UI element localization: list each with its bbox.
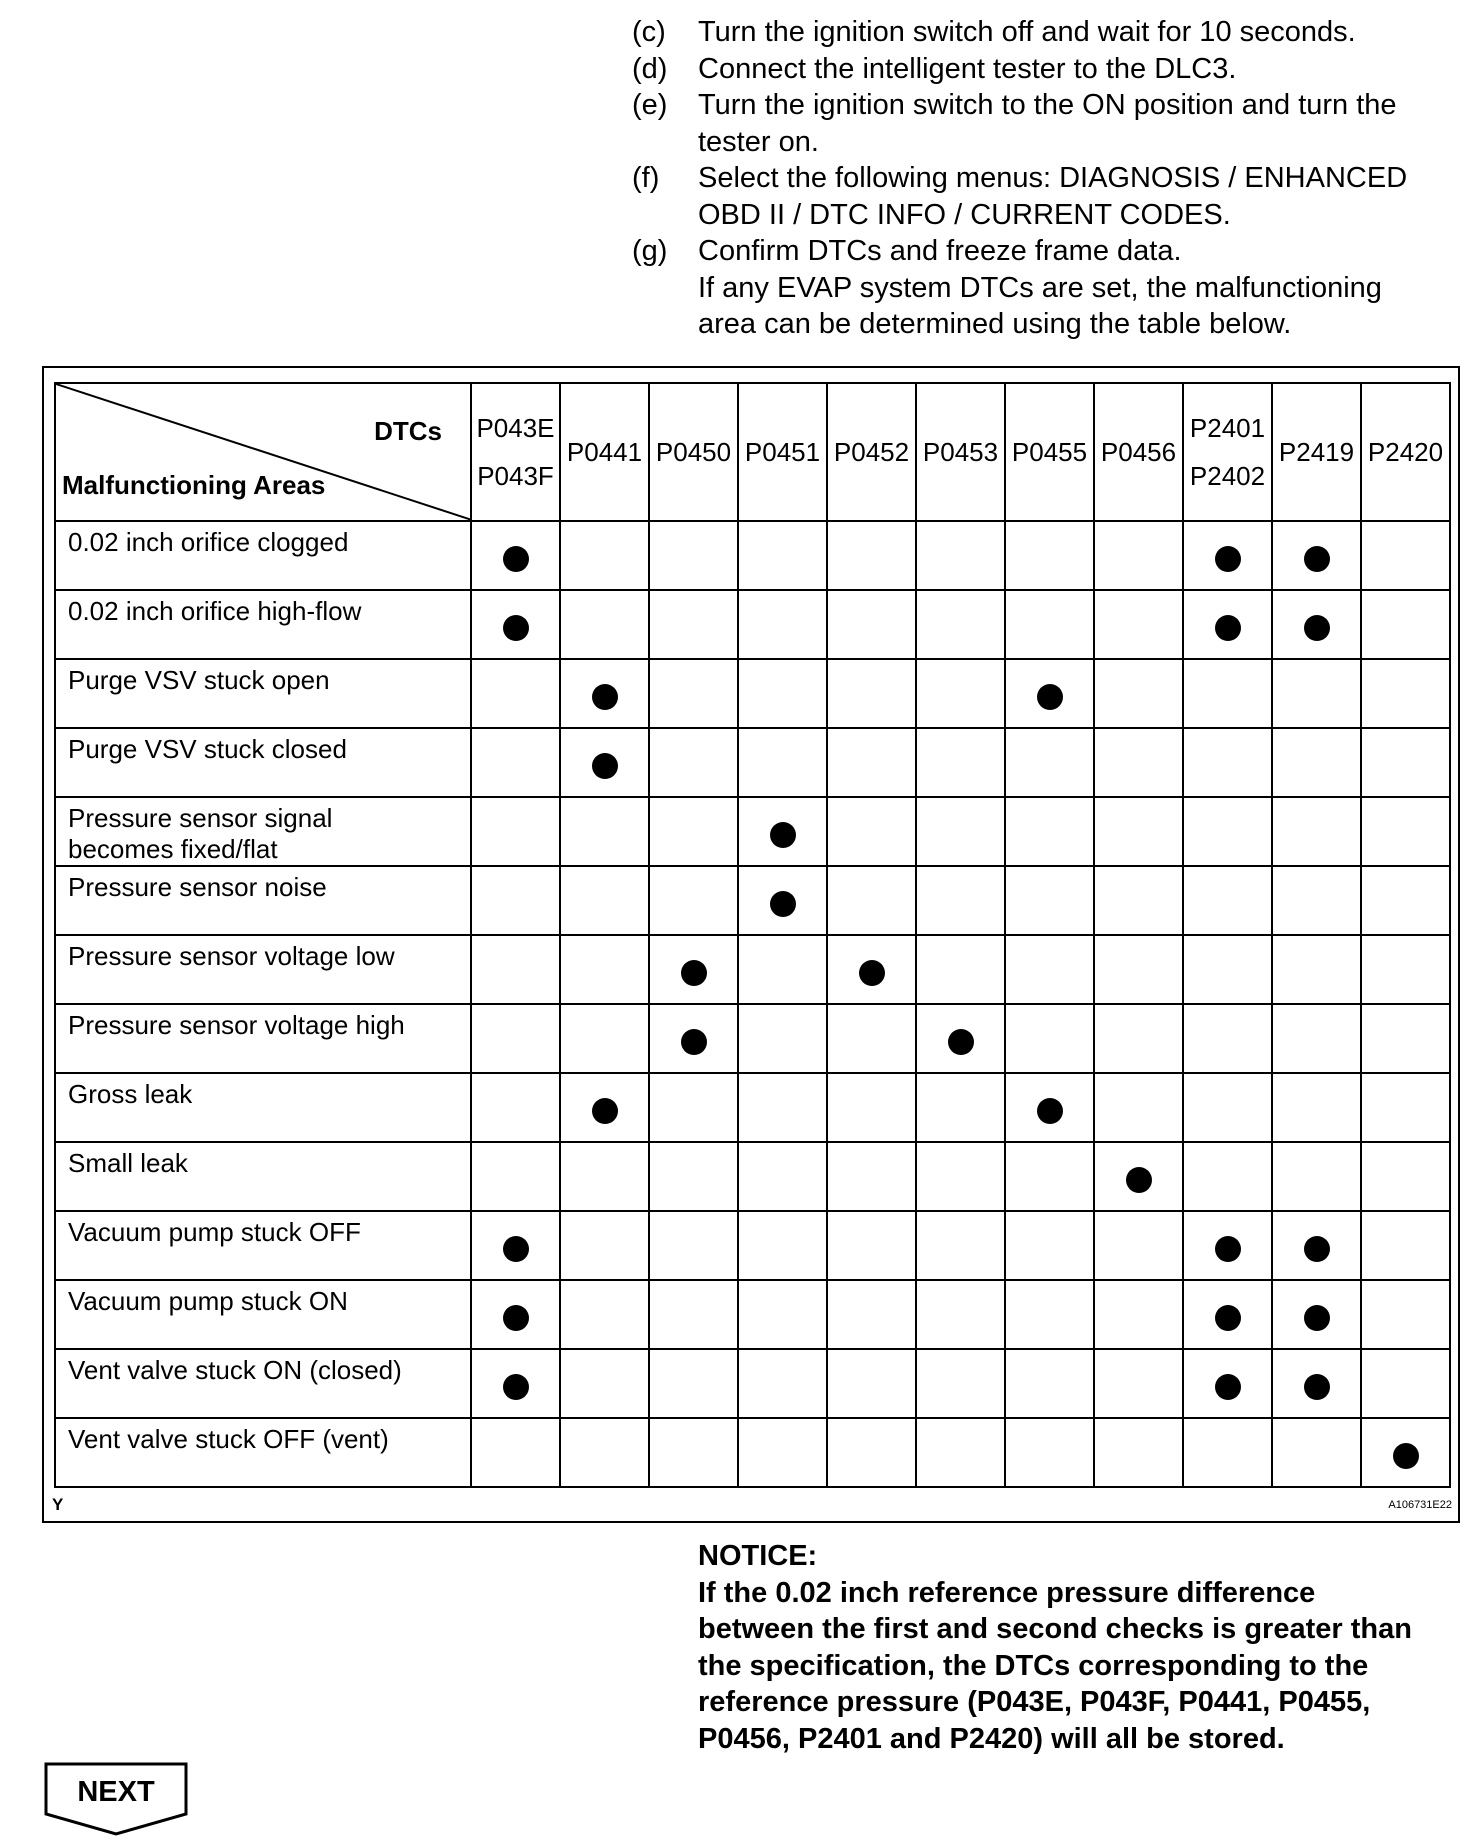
- dtc-mark-cell: [827, 1418, 916, 1487]
- dtc-mark-cell: [1094, 659, 1183, 728]
- table-row: [55, 1418, 1450, 1487]
- dtc-mark-cell: [649, 866, 738, 935]
- procedure-step: [632, 87, 1452, 160]
- filled-dot-icon: [1215, 615, 1241, 641]
- dtc-mark-cell: [1272, 1280, 1361, 1349]
- dtc-mark-cell: [1005, 659, 1094, 728]
- filled-dot-icon: [1215, 546, 1241, 572]
- dtc-mark-cell: [916, 659, 1005, 728]
- dtc-table: [54, 382, 1451, 1488]
- dtc-mark-cell: [649, 797, 738, 866]
- dtc-mark-cell: [738, 1211, 827, 1280]
- table-row: [55, 590, 1450, 659]
- dtc-mark-cell: [1183, 1004, 1272, 1073]
- malfunction-area-cell: [55, 866, 471, 935]
- dtc-mark-cell: [1361, 1073, 1450, 1142]
- dtc-mark-cell: [1361, 797, 1450, 866]
- dtc-mark-cell: [560, 590, 649, 659]
- dtc-code: P0452: [833, 437, 910, 467]
- dtc-mark-cell: [827, 797, 916, 866]
- dtc-mark-cell: [649, 1004, 738, 1073]
- malfunction-area-cell: [55, 1349, 471, 1418]
- dtc-mark-cell: [1272, 1142, 1361, 1211]
- dtc-mark-cell: [827, 521, 916, 590]
- dtc-mark-cell: [471, 1418, 560, 1487]
- filled-dot-icon: [1304, 1236, 1330, 1262]
- step-letter: (e): [632, 89, 668, 121]
- procedure-step: [632, 233, 1452, 343]
- dtc-mark-cell: [1361, 1280, 1450, 1349]
- dtc-mark-cell: [1005, 728, 1094, 797]
- dtc-mark-cell: [738, 1349, 827, 1418]
- step-letter: (g): [632, 235, 668, 267]
- procedure-step: [632, 51, 1452, 88]
- notice-block: [698, 1538, 1458, 1757]
- dtc-mark-cell: [1183, 521, 1272, 590]
- dtc-mark-cell: [1361, 728, 1450, 797]
- malfunction-area-cell: [55, 1418, 471, 1487]
- dtc-code: P043F: [477, 461, 554, 491]
- dtc-mark-cell: [1005, 866, 1094, 935]
- table-row: [55, 1349, 1450, 1418]
- dtc-mark-cell: [1005, 1073, 1094, 1142]
- dtc-mark-cell: [738, 590, 827, 659]
- table-row: [55, 1142, 1450, 1211]
- dtc-mark-cell: [1183, 1280, 1272, 1349]
- dtc-mark-cell: [1094, 728, 1183, 797]
- notice-line: reference pressure (P043E, P043F, P0441, P0455,: [698, 1686, 1371, 1718]
- dtc-code: P2401: [1189, 413, 1266, 443]
- malfunction-area-label: Vent valve stuck OFF (vent): [68, 1424, 389, 1454]
- dtc-mark-cell: [827, 935, 916, 1004]
- filled-dot-icon: [681, 1029, 707, 1055]
- dtc-mark-cell: [1005, 1004, 1094, 1073]
- table-row: [55, 1004, 1450, 1073]
- procedure-step: [632, 14, 1452, 51]
- malfunction-area-cell: [55, 1211, 471, 1280]
- malfunction-area-label: Purge VSV stuck open: [68, 665, 330, 695]
- dtc-mark-cell: [1183, 590, 1272, 659]
- dtc-mark-cell: [1361, 1349, 1450, 1418]
- malfunction-area-cell: [55, 935, 471, 1004]
- dtc-mark-cell: [916, 1418, 1005, 1487]
- notice-line: between the first and second checks is greater than: [698, 1613, 1412, 1645]
- dtc-mark-cell: [827, 1142, 916, 1211]
- malfunction-area-cell: [55, 1073, 471, 1142]
- figure-letter: Y: [52, 1495, 64, 1514]
- filled-dot-icon: [948, 1029, 974, 1055]
- dtc-mark-cell: [471, 659, 560, 728]
- dtc-mark-cell: [1272, 866, 1361, 935]
- dtc-mark-cell: [1361, 1418, 1450, 1487]
- dtc-mark-cell: [827, 1004, 916, 1073]
- malfunction-area-label: 0.02 inch orifice high-flow: [68, 596, 362, 626]
- table-row: [55, 728, 1450, 797]
- dtc-mark-cell: [1361, 590, 1450, 659]
- dtc-mark-cell: [738, 797, 827, 866]
- malfunction-area-cell: [55, 1142, 471, 1211]
- filled-dot-icon: [1126, 1167, 1152, 1193]
- filled-dot-icon: [503, 1374, 529, 1400]
- dtc-mark-cell: [1094, 1142, 1183, 1211]
- dtc-column-header: [1094, 383, 1183, 521]
- dtc-column-header: [1272, 383, 1361, 521]
- dtc-mark-cell: [1183, 1073, 1272, 1142]
- filled-dot-icon: [681, 960, 707, 986]
- dtc-mark-cell: [649, 1280, 738, 1349]
- malfunction-area-cell: [55, 590, 471, 659]
- dtcs-header-label: DTCs: [374, 416, 442, 446]
- filled-dot-icon: [1215, 1305, 1241, 1331]
- step-text-line: Select the following menus: DIAGNOSIS / ENHANCED: [698, 162, 1408, 194]
- filled-dot-icon: [1037, 684, 1063, 710]
- dtc-mark-cell: [560, 935, 649, 1004]
- dtc-code: P0441: [566, 437, 643, 467]
- dtc-mark-cell: [471, 1142, 560, 1211]
- malfunction-area-label: 0.02 inch orifice clogged: [68, 527, 349, 557]
- dtc-code: P0450: [655, 437, 732, 467]
- dtc-mark-cell: [649, 1073, 738, 1142]
- dtc-mark-cell: [1005, 797, 1094, 866]
- dtc-code: P0453: [922, 437, 999, 467]
- filled-dot-icon: [770, 891, 796, 917]
- dtc-mark-cell: [560, 797, 649, 866]
- dtc-mark-cell: [1272, 1418, 1361, 1487]
- dtc-column-header: [738, 383, 827, 521]
- dtc-mark-cell: [649, 1418, 738, 1487]
- filled-dot-icon: [592, 753, 618, 779]
- dtc-column-header: [827, 383, 916, 521]
- dtc-mark-cell: [1183, 866, 1272, 935]
- dtc-mark-cell: [1183, 1211, 1272, 1280]
- dtc-mark-cell: [1361, 521, 1450, 590]
- dtc-mark-cell: [649, 728, 738, 797]
- dtc-mark-cell: [1272, 659, 1361, 728]
- table-corner-header: [55, 383, 471, 521]
- dtc-mark-cell: [1272, 1211, 1361, 1280]
- dtc-mark-cell: [1094, 1211, 1183, 1280]
- dtc-mark-cell: [1183, 1349, 1272, 1418]
- dtc-mark-cell: [1005, 1211, 1094, 1280]
- malfunction-area-label: Small leak: [68, 1148, 188, 1178]
- dtc-mark-cell: [1094, 1349, 1183, 1418]
- dtc-mark-cell: [1361, 659, 1450, 728]
- dtc-mark-cell: [471, 935, 560, 1004]
- filled-dot-icon: [503, 1236, 529, 1262]
- malfunction-area-label: Pressure sensor signal: [68, 803, 333, 833]
- dtc-code: P2419: [1278, 437, 1355, 467]
- dtc-mark-cell: [1272, 590, 1361, 659]
- dtc-mark-cell: [916, 1280, 1005, 1349]
- dtc-mark-cell: [1094, 521, 1183, 590]
- malfunctioning-areas-header-label: Malfunctioning Areas: [62, 470, 326, 500]
- dtc-mark-cell: [1272, 797, 1361, 866]
- next-button-label: NEXT: [77, 1776, 155, 1808]
- dtc-figure: [42, 366, 1460, 1523]
- dtc-mark-cell: [1361, 1211, 1450, 1280]
- table-row: [55, 797, 1450, 866]
- dtc-code: P2402: [1189, 461, 1266, 491]
- dtc-mark-cell: [1183, 935, 1272, 1004]
- dtc-mark-cell: [738, 1280, 827, 1349]
- table-row: [55, 935, 1450, 1004]
- step-text: [698, 51, 1452, 88]
- filled-dot-icon: [1393, 1443, 1419, 1469]
- dtc-mark-cell: [560, 659, 649, 728]
- dtc-mark-cell: [1272, 1004, 1361, 1073]
- dtc-mark-cell: [1361, 1142, 1450, 1211]
- filled-dot-icon: [770, 822, 796, 848]
- malfunction-area-label: Vacuum pump stuck OFF: [68, 1217, 361, 1247]
- dtc-mark-cell: [827, 1280, 916, 1349]
- dtc-mark-cell: [827, 866, 916, 935]
- dtc-mark-cell: [827, 1349, 916, 1418]
- dtc-mark-cell: [916, 1073, 1005, 1142]
- dtc-mark-cell: [649, 521, 738, 590]
- dtc-mark-cell: [560, 1004, 649, 1073]
- dtc-mark-cell: [649, 659, 738, 728]
- dtc-mark-cell: [916, 1349, 1005, 1418]
- notice-title: NOTICE:: [698, 1540, 818, 1572]
- filled-dot-icon: [1215, 1236, 1241, 1262]
- dtc-mark-cell: [1272, 1073, 1361, 1142]
- dtc-mark-cell: [738, 1418, 827, 1487]
- malfunction-area-label: Vacuum pump stuck ON: [68, 1286, 348, 1316]
- dtc-column-header: [1005, 383, 1094, 521]
- filled-dot-icon: [1304, 615, 1330, 641]
- malfunction-area-cell: [55, 728, 471, 797]
- dtc-code: P0456: [1100, 437, 1177, 467]
- step-text-line: Turn the ignition switch to the ON position and turn the: [698, 89, 1397, 121]
- dtc-column-header: [1183, 383, 1272, 521]
- dtc-column-header: [471, 383, 560, 521]
- malfunction-area-label: Pressure sensor noise: [68, 872, 327, 902]
- dtc-mark-cell: [1272, 728, 1361, 797]
- malfunction-area-cell: [55, 1004, 471, 1073]
- table-row: [55, 866, 1450, 935]
- malfunction-area-cell: [55, 521, 471, 590]
- dtc-mark-cell: [738, 521, 827, 590]
- notice-line: the specification, the DTCs corresponding to the: [698, 1649, 1369, 1682]
- dtc-code: P2420: [1367, 437, 1444, 467]
- dtc-mark-cell: [827, 1211, 916, 1280]
- filled-dot-icon: [1215, 1374, 1241, 1400]
- dtc-mark-cell: [916, 935, 1005, 1004]
- dtc-mark-cell: [1183, 1142, 1272, 1211]
- dtc-mark-cell: [1005, 1349, 1094, 1418]
- dtc-mark-cell: [560, 521, 649, 590]
- step-text-line: Turn the ignition switch off and wait for 10 seconds.: [698, 16, 1356, 48]
- step-letter: (f): [632, 162, 660, 194]
- dtc-mark-cell: [1094, 1073, 1183, 1142]
- step-text: [698, 14, 1452, 51]
- filled-dot-icon: [592, 684, 618, 710]
- dtc-mark-cell: [1094, 1418, 1183, 1487]
- dtc-mark-cell: [471, 1073, 560, 1142]
- filled-dot-icon: [1304, 1305, 1330, 1331]
- dtc-mark-cell: [916, 521, 1005, 590]
- dtc-mark-cell: [649, 1211, 738, 1280]
- malfunction-area-cell: [55, 659, 471, 728]
- next-button[interactable]: [44, 1762, 188, 1836]
- step-text-line: OBD II / DTC INFO / CURRENT CODES.: [698, 198, 1231, 231]
- dtc-mark-cell: [916, 1004, 1005, 1073]
- dtc-mark-cell: [916, 728, 1005, 797]
- dtc-mark-cell: [1094, 590, 1183, 659]
- dtc-code: P0455: [1011, 437, 1088, 467]
- step-text-line: If any EVAP system DTCs are set, the malfunctioning: [698, 271, 1382, 304]
- dtc-mark-cell: [560, 1073, 649, 1142]
- step-text: [698, 87, 1452, 160]
- dtc-mark-cell: [1361, 866, 1450, 935]
- table-row: [55, 659, 1450, 728]
- table-row: [55, 1211, 1450, 1280]
- dtc-mark-cell: [1183, 797, 1272, 866]
- procedure-step: [632, 160, 1452, 233]
- dtc-mark-cell: [827, 590, 916, 659]
- dtc-mark-cell: [1094, 1004, 1183, 1073]
- dtc-mark-cell: [1005, 935, 1094, 1004]
- malfunction-area-label: Vent valve stuck ON (closed): [68, 1355, 402, 1385]
- notice-line: If the 0.02 inch reference pressure difference: [698, 1576, 1316, 1609]
- table-row: [55, 521, 1450, 590]
- step-text-line: area can be determined using the table below.: [698, 308, 1292, 340]
- dtc-mark-cell: [471, 590, 560, 659]
- dtc-mark-cell: [1094, 866, 1183, 935]
- dtc-mark-cell: [738, 1073, 827, 1142]
- malfunction-area-label: becomes fixed/flat: [68, 834, 278, 864]
- dtc-mark-cell: [560, 1280, 649, 1349]
- dtc-mark-cell: [1094, 797, 1183, 866]
- dtc-code: P0451: [744, 437, 821, 467]
- dtc-mark-cell: [471, 1211, 560, 1280]
- dtc-mark-cell: [560, 728, 649, 797]
- dtc-mark-cell: [916, 590, 1005, 659]
- dtc-mark-cell: [1183, 728, 1272, 797]
- dtc-mark-cell: [1094, 935, 1183, 1004]
- dtc-mark-cell: [1005, 590, 1094, 659]
- step-text-line: tester on.: [698, 125, 819, 158]
- step-letter: (d): [632, 52, 668, 85]
- filled-dot-icon: [503, 1305, 529, 1331]
- dtc-code: P043E: [476, 413, 555, 443]
- filled-dot-icon: [1304, 546, 1330, 572]
- dtc-column-header: [649, 383, 738, 521]
- dtc-mark-cell: [827, 1073, 916, 1142]
- dtc-mark-cell: [471, 866, 560, 935]
- dtc-mark-cell: [738, 659, 827, 728]
- filled-dot-icon: [859, 960, 885, 986]
- malfunction-area-cell: [55, 797, 471, 866]
- step-letter: (c): [632, 16, 666, 48]
- dtc-mark-cell: [1005, 1142, 1094, 1211]
- dtc-mark-cell: [1361, 1004, 1450, 1073]
- dtc-mark-cell: [1272, 1349, 1361, 1418]
- dtc-mark-cell: [1361, 935, 1450, 1004]
- procedure-steps: [632, 14, 1452, 343]
- filled-dot-icon: [503, 615, 529, 641]
- dtc-mark-cell: [738, 728, 827, 797]
- dtc-mark-cell: [471, 521, 560, 590]
- dtc-mark-cell: [471, 797, 560, 866]
- dtc-mark-cell: [649, 935, 738, 1004]
- dtc-mark-cell: [738, 1004, 827, 1073]
- dtc-mark-cell: [738, 935, 827, 1004]
- filled-dot-icon: [1304, 1374, 1330, 1400]
- dtc-mark-cell: [649, 1142, 738, 1211]
- dtc-mark-cell: [738, 1142, 827, 1211]
- step-text-line: Confirm DTCs and freeze frame data.: [698, 235, 1182, 267]
- dtc-mark-cell: [1272, 521, 1361, 590]
- dtc-mark-cell: [827, 659, 916, 728]
- dtc-column-header: [560, 383, 649, 521]
- dtc-mark-cell: [560, 1418, 649, 1487]
- dtc-mark-cell: [649, 590, 738, 659]
- dtc-mark-cell: [1094, 1280, 1183, 1349]
- malfunction-area-label: Pressure sensor voltage low: [68, 941, 395, 971]
- dtc-mark-cell: [471, 1004, 560, 1073]
- malfunction-area-label: Pressure sensor voltage high: [68, 1010, 405, 1040]
- filled-dot-icon: [1037, 1098, 1063, 1124]
- filled-dot-icon: [592, 1098, 618, 1124]
- dtc-mark-cell: [1183, 659, 1272, 728]
- notice-line: P0456, P2401 and P2420) will all be stored.: [698, 1722, 1285, 1755]
- dtc-mark-cell: [916, 797, 1005, 866]
- table-row: [55, 1073, 1450, 1142]
- step-text-line: Connect the intelligent tester to the DLC3.: [698, 52, 1237, 85]
- dtc-mark-cell: [560, 1142, 649, 1211]
- dtc-mark-cell: [471, 1349, 560, 1418]
- figure-id: A106731E22: [1388, 1499, 1452, 1511]
- notice-text: [698, 1575, 1458, 1758]
- dtc-mark-cell: [916, 866, 1005, 935]
- malfunction-area-cell: [55, 1280, 471, 1349]
- filled-dot-icon: [503, 546, 529, 572]
- dtc-mark-cell: [738, 866, 827, 935]
- dtc-column-header: [1361, 383, 1450, 521]
- dtc-mark-cell: [1005, 521, 1094, 590]
- dtc-mark-cell: [1005, 1418, 1094, 1487]
- dtc-mark-cell: [471, 1280, 560, 1349]
- step-text: [698, 233, 1452, 343]
- dtc-mark-cell: [916, 1142, 1005, 1211]
- dtc-mark-cell: [560, 866, 649, 935]
- dtc-mark-cell: [916, 1211, 1005, 1280]
- step-text: [698, 160, 1452, 233]
- dtc-column-header: [916, 383, 1005, 521]
- malfunction-area-label: Purge VSV stuck closed: [68, 734, 347, 764]
- dtc-mark-cell: [1272, 935, 1361, 1004]
- dtc-mark-cell: [1183, 1418, 1272, 1487]
- dtc-mark-cell: [560, 1349, 649, 1418]
- table-row: [55, 1280, 1450, 1349]
- dtc-mark-cell: [1005, 1280, 1094, 1349]
- dtc-mark-cell: [649, 1349, 738, 1418]
- malfunction-area-label: Gross leak: [68, 1079, 193, 1109]
- dtc-mark-cell: [560, 1211, 649, 1280]
- dtc-mark-cell: [471, 728, 560, 797]
- dtc-mark-cell: [827, 728, 916, 797]
